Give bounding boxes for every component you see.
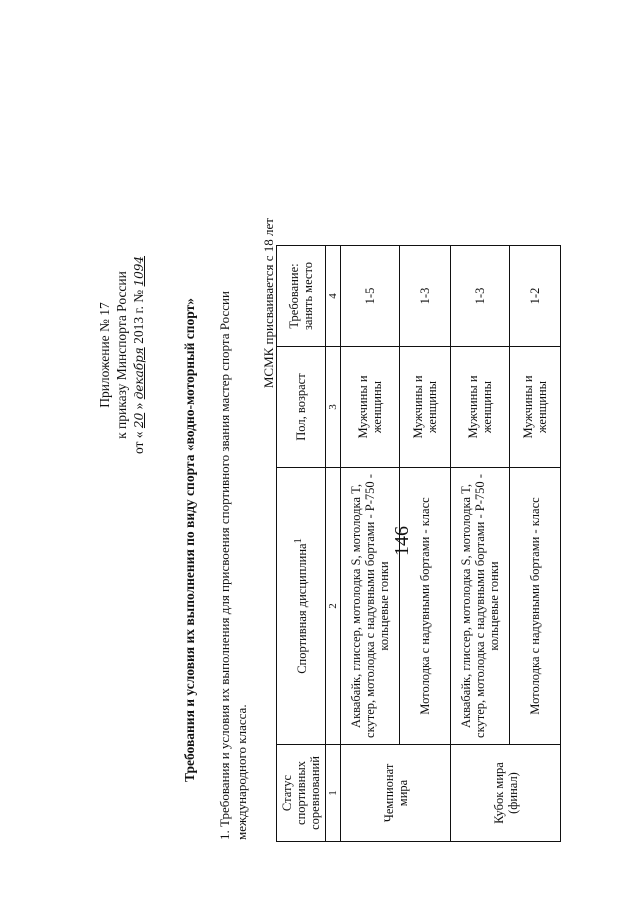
table-row <box>341 246 400 842</box>
discipline-cell: Мотолодка с надувными бортами - класс <box>400 468 451 745</box>
appendix-date-line <box>130 220 148 490</box>
gender-cell: Мужчины и женщины <box>510 347 561 468</box>
date-prefix: от « <box>131 431 146 455</box>
appendix-line-1: Приложение № 17 <box>97 302 112 408</box>
appendix-header <box>96 220 148 490</box>
place-cell: 1-5 <box>341 246 400 347</box>
place-cell: 1-3 <box>400 246 451 347</box>
discipline-cell: Аквабайк, глиссер, мотолодка S, мотолодка T, скутер, мотолодка с надувными бортами - Р-750 - кольцевые гонки <box>451 468 510 745</box>
status-cell: Чемпионат мира <box>341 745 451 842</box>
gender-cell: Мужчины и женщины <box>451 347 510 468</box>
gender-cell: Мужчины и женщины <box>400 347 451 468</box>
table-header-row <box>277 246 326 842</box>
header-discipline-text: Спортивная дисциплина <box>295 543 310 674</box>
document-title: Требования и условия их выполнения по виду спорта «водно-моторный спорт» <box>182 298 197 782</box>
col-number-1: 1 <box>326 745 341 842</box>
discipline-cell: Аквабайк, глиссер, мотолодка S, мотолодка T, скутер, мотолодка с надувными бортами - Р-750 - кольцевые гонки <box>341 468 400 745</box>
header-discipline-footnote: 1 <box>293 538 305 544</box>
header-place: Требование: занять место <box>277 246 326 347</box>
place-cell: 1-2 <box>510 246 561 347</box>
date-month: декабря <box>132 347 146 400</box>
header-discipline <box>277 468 326 745</box>
date-day: 20 <box>132 412 146 429</box>
column-numbers-row <box>326 246 341 842</box>
order-number: 1094 <box>132 255 146 287</box>
page-number: 146 <box>391 526 413 556</box>
place-cell: 1-3 <box>451 246 510 347</box>
header-gender-age: Пол, возраст <box>277 347 326 468</box>
col-number-3: 3 <box>326 347 341 468</box>
discipline-cell: Мотолодка с надувными бортами - класс <box>510 468 561 745</box>
gender-cell: Мужчины и женщины <box>341 347 400 468</box>
status-cell: Кубок мира (финал) <box>451 745 561 842</box>
rotated-content <box>36 180 596 880</box>
table-caption: МСМК присваивается с 18 лет <box>261 218 276 389</box>
section-title: 1. Требования и условия их выполнения для присвоения спортивного звания мастер спорта России международного класса. <box>217 291 249 840</box>
date-year: 2013 г. № <box>131 289 146 344</box>
appendix-line-2: к приказу Минспорта России <box>114 271 129 439</box>
header-status: Статус спортивных соревнований <box>277 745 326 842</box>
requirements-table <box>276 245 561 842</box>
date-mid: » <box>131 402 146 410</box>
col-number-2: 2 <box>326 468 341 745</box>
table-row <box>451 246 510 842</box>
col-number-4: 4 <box>326 246 341 347</box>
